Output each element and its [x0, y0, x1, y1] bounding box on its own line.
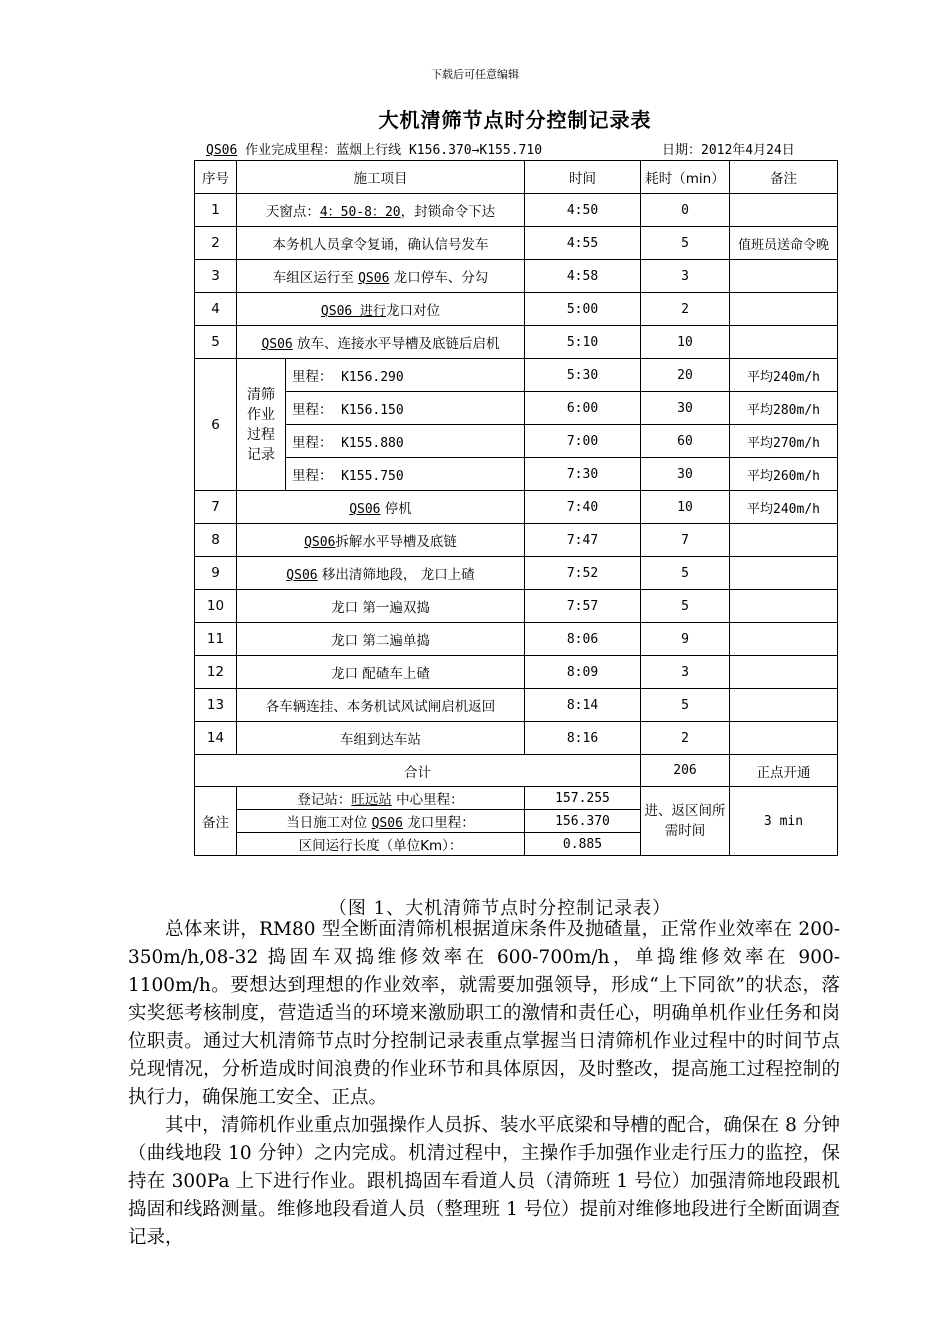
row-number: 5 — [195, 326, 237, 359]
remark-station: 登记站：旺远站 中心里程： — [237, 787, 525, 810]
table-row — [195, 590, 838, 623]
row-note — [730, 524, 838, 557]
figure-caption: （图 1、大机清筛节点时分控制记录表） — [328, 898, 672, 919]
table-row — [195, 722, 838, 755]
remark-time-value: 3 min — [730, 787, 838, 856]
table-row — [195, 491, 838, 524]
row-note — [730, 260, 838, 293]
row-duration: 9 — [641, 623, 730, 656]
row-time: 5:10 — [525, 326, 641, 359]
row-time: 7:52 — [525, 557, 641, 590]
row-note: 平均260m/h — [730, 458, 838, 491]
item-cell: QS06 放车、连接水平导槽及底链后启机 — [237, 326, 525, 359]
row-note — [730, 656, 838, 689]
remark-center-mileage: 157.255 — [525, 787, 641, 810]
info-machine: QS06 — [206, 143, 238, 158]
row-note — [730, 722, 838, 755]
row-duration: 2 — [641, 722, 730, 755]
row-time: 7:47 — [525, 524, 641, 557]
table-row — [195, 689, 838, 722]
row-duration: 30 — [641, 392, 730, 425]
header-cell: 备注 — [730, 161, 838, 194]
header-cell: 耗时（min） — [641, 161, 730, 194]
header-cell: 施工项目 — [237, 161, 525, 194]
row-time: 8:14 — [525, 689, 641, 722]
table-header-row — [195, 161, 838, 194]
row-duration: 60 — [641, 425, 730, 458]
row-note — [730, 326, 838, 359]
item-cell: 车组到达车站 — [237, 722, 525, 755]
row-time: 8:16 — [525, 722, 641, 755]
row-duration: 20 — [641, 359, 730, 392]
item-cell: QS06拆解水平导槽及底链 — [237, 524, 525, 557]
item-cell: 龙口 配碴车上碴 — [237, 656, 525, 689]
table-row — [195, 260, 838, 293]
body-text — [128, 916, 840, 1252]
row-time: 7:00 — [525, 425, 641, 458]
stage-row — [195, 425, 838, 458]
table-row — [195, 326, 838, 359]
row-time: 8:06 — [525, 623, 641, 656]
info-line — [198, 139, 868, 159]
page-title: 大机清筛节点时分控制记录表 — [378, 108, 652, 132]
remark-time-label: 进、返区间所需时间 — [641, 787, 730, 856]
table-row — [195, 557, 838, 590]
row-number: 4 — [195, 293, 237, 326]
total-label: 合计 — [195, 755, 641, 787]
stage-row — [195, 359, 838, 392]
total-duration: 206 — [641, 755, 730, 787]
row-number: 8 — [195, 524, 237, 557]
row-number: 7 — [195, 491, 237, 524]
row-time: 5:00 — [525, 293, 641, 326]
item-cell: 天窗点：4：50-8：20，封锁命令下达 — [237, 194, 525, 227]
item-cell: 龙口 第一遍双捣 — [237, 590, 525, 623]
row-number: 14 — [195, 722, 237, 755]
stage-row — [195, 458, 838, 491]
row-time: 7:57 — [525, 590, 641, 623]
stage-label: 清筛作业过程记录 — [237, 359, 286, 491]
remark-length-value: 0.885 — [525, 833, 641, 856]
remark-dragon-mileage: 156.370 — [525, 810, 641, 833]
item-cell: QS06 进行龙口对位 — [237, 293, 525, 326]
row-duration: 7 — [641, 524, 730, 557]
paragraph: 总体来讲，RM80 型全断面清筛机根据道床条件及抛碴量，正常作业效率在 200-350m/h,08-32 捣固车双捣维修效率在 600-700m/h，单捣维修效率在 900-1100m/h。要想达到理想的作业效率，就需要加强领导，形成“上下同欲”的状态，落实奖惩考核制度，营造适当的环境来激励职工的激情和责任心，明确单机作业任务和岗位职责。通过大机清筛节点时分控制记录表重点掌握当日清筛机作业过程中的时间节点兑现情况，分析造成时间浪费的作业环节和具体原因，及时整改，提高施工过程控制的执行力，确保施工安全、正点。 — [128, 919, 840, 1108]
row-duration: 10 — [641, 326, 730, 359]
row-duration: 30 — [641, 458, 730, 491]
table-row — [195, 524, 838, 557]
remark-row — [195, 787, 838, 810]
row-duration: 10 — [641, 491, 730, 524]
table-row — [195, 293, 838, 326]
row-note — [730, 557, 838, 590]
stage-mileage: 里程： K156.150 — [286, 392, 525, 425]
row-duration: 2 — [641, 293, 730, 326]
info-date: 日期：2012年4月24日 — [662, 143, 795, 158]
row-number: 12 — [195, 656, 237, 689]
row-note — [730, 689, 838, 722]
stage-row — [195, 392, 838, 425]
row-duration: 5 — [641, 689, 730, 722]
record-table — [194, 160, 838, 856]
table-row — [195, 227, 838, 260]
item-cell: 各车辆连挂、本务机试风试闸启机返回 — [237, 689, 525, 722]
stage-mileage: 里程： K155.880 — [286, 425, 525, 458]
row-time: 8:09 — [525, 656, 641, 689]
row-number: 1 — [195, 194, 237, 227]
info-mileage — [198, 139, 542, 158]
item-cell: 龙口 第二遍单捣 — [237, 623, 525, 656]
item-cell: QS06 移出清筛地段， 龙口上碴 — [237, 557, 525, 590]
row-note — [730, 590, 838, 623]
row-number: 10 — [195, 590, 237, 623]
item-cell: 本务机人员拿令复诵，确认信号发车 — [237, 227, 525, 260]
header-note: 下载后可任意编辑 — [431, 68, 519, 81]
remark-label: 备注 — [195, 787, 237, 856]
row-note: 值班员送命令晚 — [730, 227, 838, 260]
row-duration: 3 — [641, 260, 730, 293]
stage-mileage: 里程： K156.290 — [286, 359, 525, 392]
remark-length-label: 区间运行长度（单位Km）： — [237, 833, 525, 856]
table-row — [195, 656, 838, 689]
row-time: 7:30 — [525, 458, 641, 491]
row-number: 2 — [195, 227, 237, 260]
row-number: 3 — [195, 260, 237, 293]
row-number: 6 — [195, 359, 237, 491]
total-note: 正点开通 — [730, 755, 838, 787]
row-note: 平均280m/h — [730, 392, 838, 425]
item-cell: 车组区运行至 QS06 龙口停车、分勾 — [237, 260, 525, 293]
row-number: 13 — [195, 689, 237, 722]
row-note: 平均270m/h — [730, 425, 838, 458]
paragraph: 其中，清筛机作业重点加强操作人员拆、装水平底梁和导槽的配合，确保在 8 分钟（曲线地段 10 分钟）之内完成。机清过程中，主操作手加强作业走行压力的监控，保持在 300Pa 上下进行作业。跟机捣固车看道人员（清筛班 1 号位）加强清筛地段跟机捣固和线路测量。维修地段看道人员（整理班 1 号位）提前对维修地段进行全断面调查记录， — [128, 1115, 840, 1248]
stage-mileage: 里程： K155.750 — [286, 458, 525, 491]
header-cell: 时间 — [525, 161, 641, 194]
table-row — [195, 194, 838, 227]
total-row — [195, 755, 838, 787]
row-time: 6:00 — [525, 392, 641, 425]
row-note — [730, 623, 838, 656]
row-time: 4:58 — [525, 260, 641, 293]
remark-position: 当日施工对位 QS06 龙口里程： — [237, 810, 525, 833]
row-duration: 3 — [641, 656, 730, 689]
row-time: 4:55 — [525, 227, 641, 260]
row-note: 平均240m/h — [730, 359, 838, 392]
table-row — [195, 623, 838, 656]
row-time: 5:30 — [525, 359, 641, 392]
row-number: 9 — [195, 557, 237, 590]
row-duration: 5 — [641, 557, 730, 590]
header-cell: 序号 — [195, 161, 237, 194]
row-time: 7:40 — [525, 491, 641, 524]
info-mileage-label: 作业完成里程：蓝烟上行线 K156.370→K155.710 — [245, 143, 543, 158]
row-duration: 5 — [641, 227, 730, 260]
row-duration: 5 — [641, 590, 730, 623]
row-time: 4:50 — [525, 194, 641, 227]
item-cell: QS06 停机 — [237, 491, 525, 524]
row-duration: 0 — [641, 194, 730, 227]
row-note: 平均240m/h — [730, 491, 838, 524]
row-note — [730, 293, 838, 326]
row-number: 11 — [195, 623, 237, 656]
row-note — [730, 194, 838, 227]
